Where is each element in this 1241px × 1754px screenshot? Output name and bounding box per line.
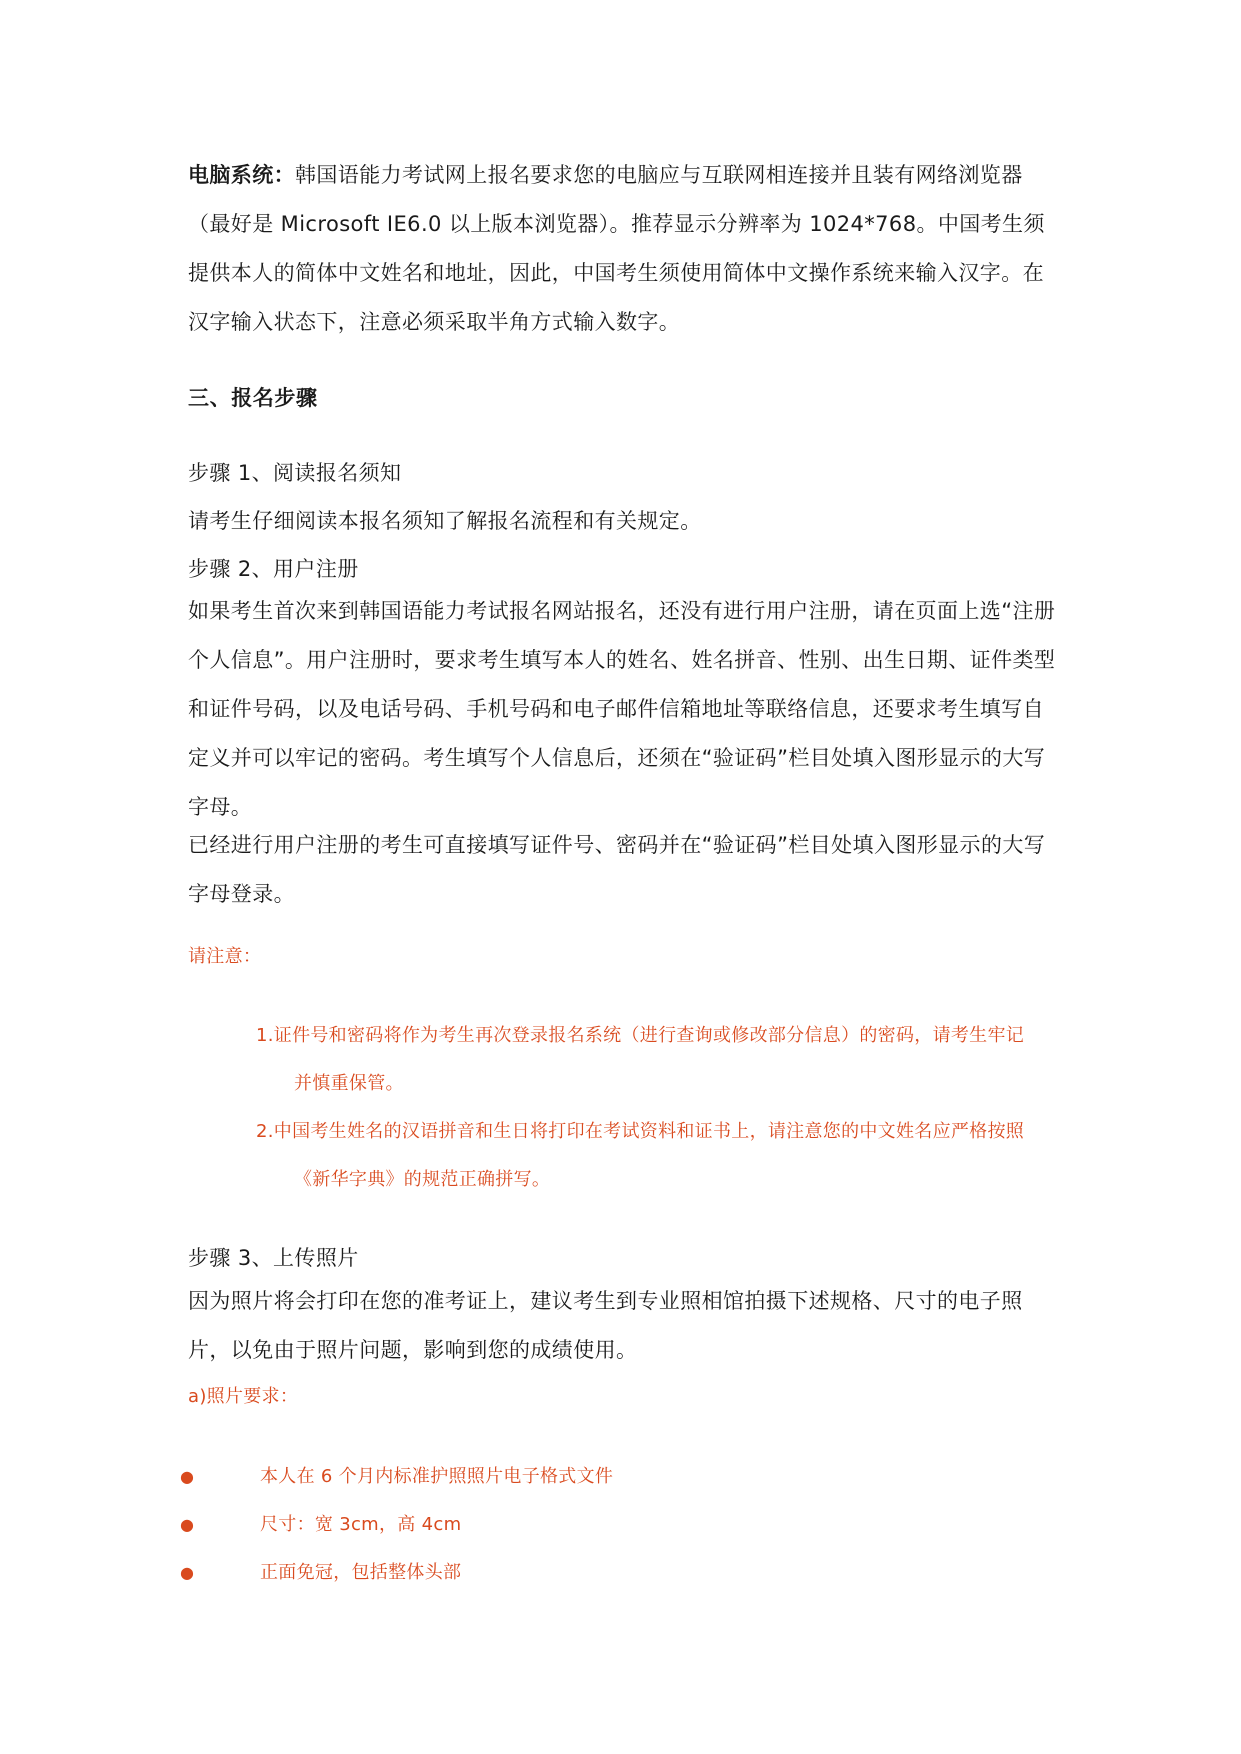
- step1-text: 请考生仔细阅读本报名须知了解报名流程和有关规定。: [188, 509, 702, 533]
- photo-requirement-text: 尺寸：宽 3cm，高 4cm: [260, 1514, 462, 1535]
- step1-title: 步骤 1、阅读报名须知: [188, 461, 402, 485]
- notice-item-1-continuation: 并慎重保管。: [294, 1073, 404, 1094]
- photo-requirements-label: a)照片要求：: [188, 1386, 299, 1407]
- bullet-icon: ●: [180, 1467, 194, 1486]
- system-paragraph: [188, 151, 1058, 347]
- photo-requirement-item: [180, 1510, 1050, 1540]
- step2-text: 如果考生首次来到韩国语能力考试报名网站报名，还没有进行用户注册，请在页面上选“注册个人信息”。用户注册时，要求考生填写本人的姓名、姓名拼音、性别、出生日期、证件类型和证件号码，以及电话号码、手机号码和电子邮件信箱地址等联络信息，还要求考生填写自定义并可以牢记的密码。考生填写个人信息后，还须在“验证码”栏目处填入图形显示的大写字母。: [188, 599, 1056, 819]
- photo-requirement-text: 正面免冠，包括整体头部: [260, 1562, 462, 1583]
- notice-item-1-text: 证件号和密码将作为考生再次登录报名系统（进行查询或修改部分信息）的密码，请考生牢记: [273, 1025, 1025, 1046]
- bullet-icon: ●: [180, 1515, 194, 1534]
- photo-requirement-text: 本人在 6 个月内标准护照照片电子格式文件: [260, 1466, 614, 1487]
- step3-title: 步骤 3、上传照片: [188, 1246, 359, 1270]
- photo-requirement-item: [180, 1462, 1050, 1492]
- step2-title: 步骤 2、用户注册: [188, 557, 359, 581]
- notice-item-1-number: 1.: [256, 1025, 274, 1046]
- step3-text: 因为照片将会打印在您的准考证上，建议考生到专业照相馆拍摄下述规格、尺寸的电子照片，以免由于照片问题，影响到您的成绩使用。: [188, 1289, 1023, 1362]
- notice-item-2: [256, 1108, 1056, 1204]
- section-heading: 三、报名步骤: [188, 386, 318, 410]
- photo-requirement-item: [180, 1558, 1050, 1588]
- notice-item-1: [256, 1012, 1056, 1108]
- step2-text2: 已经进行用户注册的考生可直接填写证件号、密码并在“验证码”栏目处填入图形显示的大写字母登录。: [188, 833, 1046, 906]
- notice-item-2-continuation: 《新华字典》的规范正确拼写。: [294, 1169, 551, 1190]
- system-text: 韩国语能力考试网上报名要求您的电脑应与互联网相连接并且装有网络浏览器（最好是 Microsoft IE6.0 以上版本浏览器）。推荐显示分辨率为 1024*768。中国考生须提供本人的简体中文姓名和地址，因此，中国考生须使用简体中文操作系统来输入汉字。在汉字输入状态下，注意必须采取半角方式输入数字。: [188, 163, 1045, 334]
- notice-item-2-text: 中国考生姓名的汉语拼音和生日将打印在考试资料和证书上，请注意您的中文姓名应严格按照: [273, 1121, 1025, 1142]
- system-label: 电脑系统：: [188, 163, 295, 187]
- bullet-icon: ●: [180, 1563, 194, 1582]
- notice-item-2-number: 2.: [256, 1121, 274, 1142]
- notice-label: 请注意：: [188, 946, 262, 967]
